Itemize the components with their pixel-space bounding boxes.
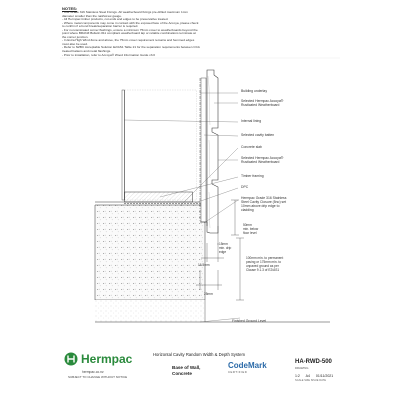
ground bbox=[95, 300, 330, 322]
notes-title: NOTES: bbox=[62, 6, 78, 11]
note-line: - Use Grade 316 Stainless Steel Fixings. All weatherboard fixings pre-drilled maximum 1mm bbox=[62, 10, 188, 14]
dim-25mm: 25mm bbox=[204, 292, 213, 296]
dim-100mm-line2: paving or 175mm min. to bbox=[246, 260, 282, 264]
detail-title-line2: Concrete bbox=[172, 370, 192, 376]
drawing-meta-labels: SCALE SIZE ISSUE DATE bbox=[295, 379, 326, 382]
label-internal-lining: Internal lining bbox=[241, 119, 262, 123]
note-line: diameter smaller than the nail/screw gauge. bbox=[62, 13, 122, 18]
dim-50mm-line3: floor level bbox=[243, 231, 257, 235]
dim-15mm-line1: 15mm bbox=[219, 242, 228, 246]
internal-lining bbox=[122, 90, 125, 200]
dim-15mm-line2: min. drip bbox=[219, 246, 232, 250]
note-line: - Prior to installation, refer to Accoya® Wood Information Guide v3.0 bbox=[62, 52, 156, 57]
dim-50mm-line2: min. below bbox=[243, 227, 259, 231]
drawing-date: 01/11/2021 bbox=[315, 374, 334, 378]
label-closure-line1: Hermpac Grade 316 Stainless bbox=[241, 196, 287, 200]
codemark-badge bbox=[228, 361, 267, 374]
dim-50mm-line1: 50mm bbox=[243, 223, 252, 227]
system-title: Horizontal Cavity Random Width & Depth System bbox=[153, 352, 245, 357]
dim-100mm-line3: unpaved ground as per bbox=[246, 264, 279, 268]
codemark-name: CodeMark bbox=[228, 361, 267, 370]
dim-15mm-line3: edge bbox=[219, 250, 227, 254]
label-weatherboard-2-line1: Selected Hermpac Accoya® bbox=[241, 156, 284, 160]
note-line: - In Extra High Wind Zone and above, the 75mm cover requirement remains and hemmed edges bbox=[62, 38, 195, 43]
note-line: - Where metal components may come in contact with the exposed face of the Accoya, please check bbox=[62, 20, 199, 25]
note-line: the corner junction. bbox=[62, 34, 89, 39]
brand-name: Hermpac bbox=[81, 352, 133, 366]
detail-title-line1: Base of Wall, bbox=[172, 365, 201, 370]
label-closure-line3: 10mm above drip edge to bbox=[241, 204, 280, 208]
note-line: - All Hermpac timber products, cut ends and edges to be preservative treated. bbox=[62, 17, 169, 22]
label-weatherboard-1-line1: Selected Hermpac Accoya® bbox=[241, 99, 284, 103]
document-code-label: DRAWING bbox=[295, 366, 309, 370]
label-weatherboard-2-line2: Rusticated Weatherboard bbox=[241, 160, 280, 164]
drawing-meta bbox=[295, 374, 338, 378]
label-weatherboard-1-line2: Rusticated Weatherboard bbox=[241, 103, 280, 107]
rusticated-weatherboards bbox=[207, 70, 218, 233]
drawing-size: A4 bbox=[305, 374, 310, 378]
dim-100mm-line1: 100mm min. to permanent bbox=[246, 256, 284, 260]
label-closure-line2: Steel Cavity Closure (5no) set bbox=[241, 200, 287, 204]
label-timber-framing: Timber framing bbox=[241, 174, 264, 178]
hermpac-logo-icon bbox=[64, 352, 78, 366]
detail-title bbox=[172, 365, 200, 376]
title-block bbox=[60, 344, 342, 388]
concrete-slab bbox=[95, 202, 205, 300]
note-line: treated battens and metal flashings. bbox=[62, 49, 112, 54]
codemark-certified: CERTIFIED bbox=[228, 370, 248, 374]
note-line: - For non-laminated corner flashings, ensure a minimum 75mm cover to weatherboards beyond the bbox=[62, 27, 198, 32]
bottom-plate bbox=[125, 192, 193, 202]
label-closure-line4: cladding bbox=[241, 208, 254, 212]
brand-subject-notice: SUBJECT TO CHANGE WITHOUT NOTICE bbox=[68, 375, 128, 379]
note-line: must also be used. bbox=[62, 41, 88, 46]
document-code: HA-RWD-500 bbox=[295, 359, 332, 365]
label-cavity-batten: Selected cavity batten bbox=[241, 133, 275, 137]
note-line: point where BRANZ Bulletin #11 compliant weatherboard lap or reliable combinations terminate at bbox=[62, 31, 196, 36]
note-line: to confirm if a bond break/separation barrier is required. bbox=[62, 24, 139, 29]
label-dpc: DPC bbox=[241, 185, 249, 189]
note-line: - Refer to NZBC Acceptable Solution E2/AS1 Table 21 for the separation requirements between CCA bbox=[62, 45, 200, 50]
dim-16-5mm: 16.5mm bbox=[198, 263, 210, 267]
drawing-scale: 1:2 bbox=[295, 374, 300, 378]
label-building-underlay: Building underlay bbox=[241, 89, 268, 93]
timber-framing bbox=[125, 90, 197, 200]
cavity-batten bbox=[201, 78, 206, 222]
brand-url[interactable]: hermpac.co.nz bbox=[82, 370, 104, 374]
dim-100mm-line4: Clause 9.1.3 of E2/AS1 bbox=[246, 268, 280, 272]
label-concrete-slab: Concrete slab bbox=[241, 145, 262, 149]
label-finished-ground: Finished Ground Level bbox=[232, 319, 267, 323]
